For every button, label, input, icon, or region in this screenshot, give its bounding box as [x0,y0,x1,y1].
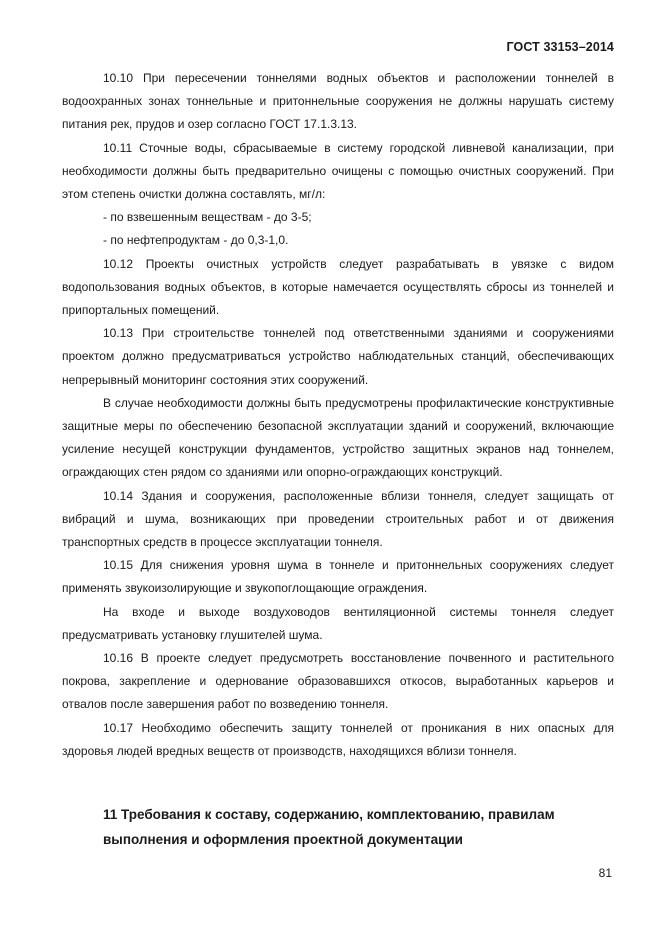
paragraph-10-17: 10.17 Необходимо обеспечить защиту тоннелей от проникания в них опасных для здоровья людей вредных веществ от производств, находящихся вблизи тоннеля. [62,720,614,758]
paragraph-10-15-continued: На входе и выходе воздуховодов вентиляционной системы тоннеля следует предусматривать установку глушителей шума. [62,604,614,642]
paragraph-10-16: 10.16 В проекте следует предусмотреть восстановление почвенного и растительного покрова, закрепление и одернование образовавшихся откосов, выработанных карьеров и отвалов после завершения работ по возведению тоннеля. [62,651,614,712]
document-body [62,67,614,763]
paragraph-10-11: 10.11 Сточные воды, сбрасываемые в систему городской ливневой канализации, при необходимости должны быть предварительно очищены с помощью очистных сооружений. При этом степень очистки должна составлять, мг/л: [62,140,614,202]
document-code: ГОСТ 33153–2014 [506,40,614,54]
paragraph-10-10: 10.10 При пересечении тоннелями водных объектов и расположении тоннелей в водоохранных зонах тоннельные и притоннельные сооружения не должны нарушать систему питания рек, прудов и озер согласно ГОСТ 17.1.3.13. [62,71,614,132]
paragraph-10-15: 10.15 Для снижения уровня шума в тоннеле и притоннельных сооружениях следует применять звукоизолирующие и звукопоглощающие ограждения. [62,558,614,596]
paragraph-10-14: 10.14 Здания и сооружения, расположенные вблизи тоннеля, следует защищать от вибраций и шума, возникающих при проведении строительных работ и от движения транспортных средств в процессе эксплуатации тоннеля. [62,488,614,550]
page-number: 81 [598,866,612,880]
list-item: - по взвешенным веществам - до 3-5; [103,210,312,225]
paragraph-10-12: 10.12 Проекты очистных устройств следует разрабатывать в увязке с видом водопользования водных объектов, в которые намечается осуществлять сбросы из тоннелей и припортальных помещений. [62,256,614,318]
paragraph-10-13: 10.13 При строительстве тоннелей под ответственными зданиями и сооружениями проектом должно предусматриваться устройство наблюдательных станций, обеспечивающих непрерывный мониторинг состояния этих сооружений. [62,326,614,387]
section-heading: 11 Требования к составу, содержанию, комплектованию, правилам выполнения и оформления проектной документации [103,807,555,847]
list-item: - по нефтепродуктам - до 0,3-1,0. [103,233,289,248]
paragraph-10-13-continued: В случае необходимости должны быть предусмотрены профилактические конструктивные защитные меры по обеспечению безопасной эксплуатации зданий и сооружений, включающие усиление несущей конструкции фундаментов, устройство защитных экранов над тоннелем, ограждающих стен рядом со зданиями или опорно-ограждающих конструкций. [62,395,614,480]
